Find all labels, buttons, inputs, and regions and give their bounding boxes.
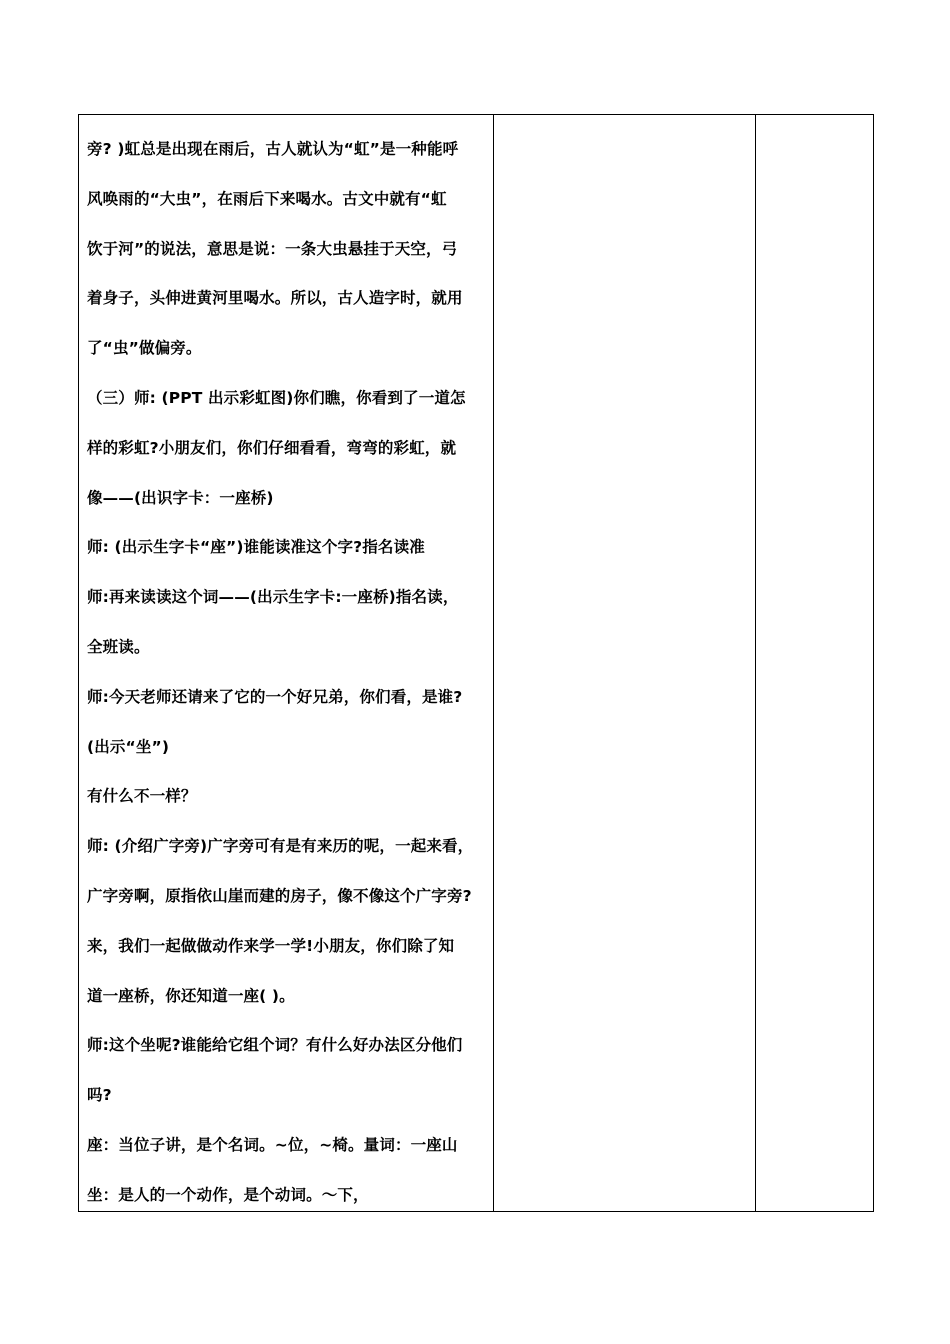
- text-line: 师:今天老师还请来了它的一个好兄弟，你们看，是谁?: [87, 687, 463, 706]
- text-line: 师:再来读读这个词——(出示生字卡:一座桥)指名读，: [87, 588, 459, 607]
- text-line: 师:这个坐呢?谁能给它组个词？有什么好办法区分他们: [87, 1036, 463, 1055]
- text-line: 旁? )虹总是出现在雨后，古人就认为“虹”是一种能呼: [87, 140, 459, 158]
- text-line: 有什么不一样？: [87, 787, 197, 806]
- text-line: 来，我们一起做做动作来学一学!小朋友，你们除了知: [87, 936, 455, 955]
- text-line: 师: (出示生字卡“座”)谁能读准这个字?指名读准: [87, 538, 425, 557]
- text-line: 道一座桥，你还知道一座( )。: [87, 986, 295, 1005]
- text-line: 像——(出识字卡：一座桥): [87, 488, 274, 507]
- text-line: （三）师: (PPT 出示彩虹图)你们瞧，你看到了一道怎: [87, 388, 466, 407]
- text-line: 广字旁啊，原指依山崖而建的房子，像不像这个广字旁?: [87, 886, 472, 905]
- text-line: 师: (介绍广字旁)广字旁可有是有来历的呢，一起来看，: [87, 837, 474, 856]
- text-line: (出示“坐”): [87, 737, 170, 756]
- notes-cell: [756, 115, 873, 1211]
- text-line: 风唤雨的“大虫”，在雨后下来喝水。古文中就有“虹: [87, 189, 447, 208]
- text-line: 样的彩虹?小朋友们，你们仔细看看，弯弯的彩虹，就: [87, 438, 457, 457]
- text-line: 座：当位子讲，是个名词。~位，~椅。量词：一座山: [87, 1135, 458, 1154]
- text-line: 饮于河”的说法，意思是说：一条大虫悬挂于天空，弓: [87, 239, 458, 258]
- text-line: 吗?: [87, 1086, 112, 1105]
- text-line: 全班读。: [87, 637, 150, 656]
- text-line: 了“虫”做偏旁。: [87, 339, 202, 358]
- lesson-plan-table: [78, 114, 874, 1212]
- text-line: 坐：是人的一个动作，是个动词。～下，: [87, 1185, 369, 1204]
- text-line: 着身子，头伸进黄河里喝水。所以，古人造字时，就用: [87, 289, 463, 308]
- student-activity-cell: [494, 115, 756, 1211]
- teaching-process-cell: [79, 115, 494, 1211]
